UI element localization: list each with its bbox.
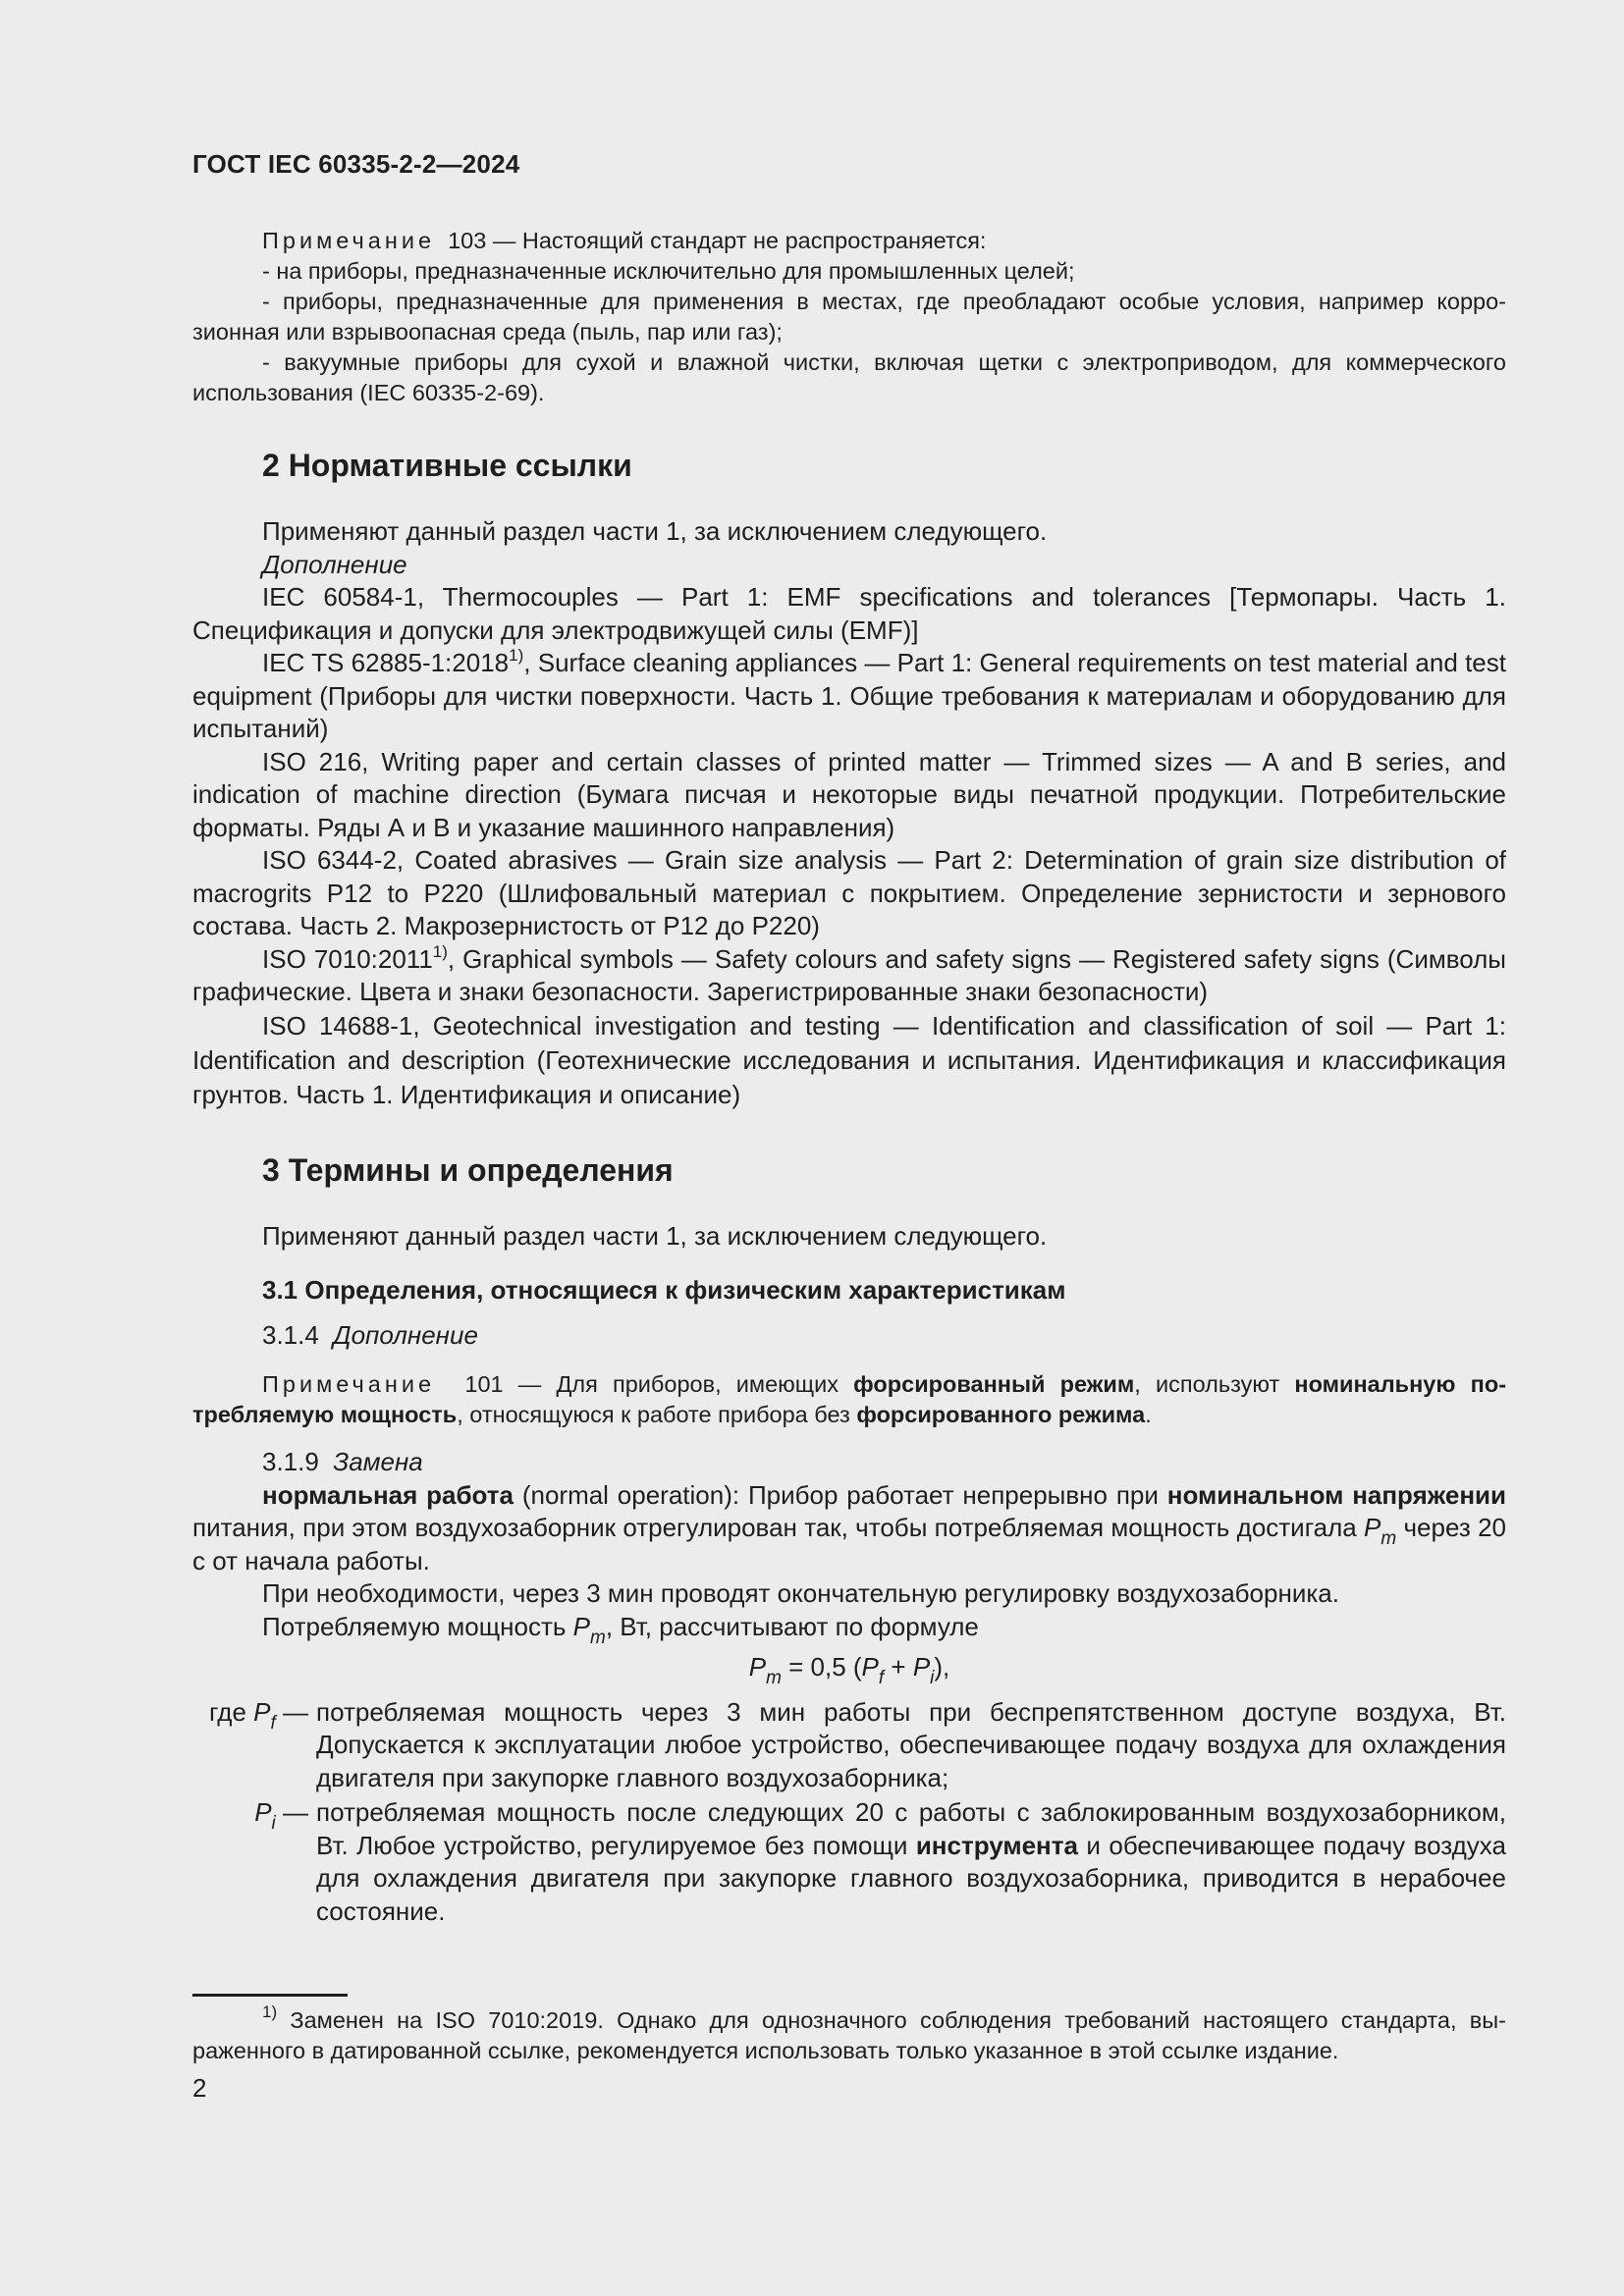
section-2	[192, 448, 1506, 1112]
reference-item: IEC TS 62885-1:2018$^{1)}$, Surface cleaning appliances — Part 1: General requirements on test material and test equipment (Приборы для чистки поверхности. Часть 1. Общие требования к материалам и оборудованию для испытаний)	[192, 646, 1506, 743]
note-101: Примечание 101 — Для приборов, имеющих форсированный режим, используют номинальную потребляемую мощность, относящуюся к работе прибора без форсированного режима.	[192, 1371, 1507, 1427]
paragraph-adjustment: При необходимости, через 3 мин проводят окончательную регулировку воздухозаборника.	[262, 1578, 1339, 1608]
note-item: - вакуумные приборы для сухой и влажной чистки, включая щетки с электроприводом, для коммерческого использования (IEC 60335-2-69).	[192, 349, 1506, 405]
subsection-3-1-title: 3.1 Определения, относящиеся к физическим характеристикам	[262, 1274, 1066, 1305]
formula: $P_m = 0,5$ $(P_f + P_i)$,	[748, 1652, 950, 1688]
reference-item: ISO 14688-1, Geotechnical investigation and testing — Identification and classification of soil — Part 1: Identification and description (Геотехнические исследования и испытания. Идентификация и классификация грунтов. Часть 1. Идентификация и описание)	[192, 1010, 1506, 1109]
footnote-separator	[192, 1994, 348, 1997]
addition-label: Дополнение	[262, 549, 407, 579]
where-pf: где $P_f$ — потребляемая мощность через 3 мин работы при беспрепятственном доступе воздуха, Вт. Допускается к эксплуатации любое устройство, обеспечивающее подачу воздуха для охлаждения двигателя при закупорке главного воздухозаборника;	[208, 1696, 1506, 1792]
section-2-title: 2 Нормативные ссылки	[262, 448, 632, 483]
clause-3-1-4: 3.1.4 Дополнение	[262, 1319, 478, 1350]
reference-item: ISO 216, Writing paper and certain classes of printed matter — Trimmed sizes — A and B series, and indication of machine direction (Бумага писчая и некоторые виды печатной продукции. Потребительские форматы. Ряды А и В и указание машинного направления)	[192, 746, 1506, 842]
where-pi: $P_i$ — потребляемая мощность после следующих 20 с работы с заблокированным воздухозаборником, Вт. Любое устройство, регулируемое без помощи инструмента и обеспечивающее подачу воздуха для охлаждения двигателя при закупорке главного воздухозаборника, приводится в нерабочее состояние.	[254, 1797, 1506, 1926]
clause-3-1-9: 3.1.9 Замена	[262, 1447, 423, 1476]
page-number: 2	[192, 2073, 207, 2103]
reference-item: ISO 6344-2, Coated abrasives — Grain size analysis — Part 2: Determination of grain size distribution of macrogrits P12 to P220 (Шлифовальный материал с покрытием. Определение зернистости и зернового состава. Часть 2. Макрозернистость от P12 до P220)	[192, 845, 1506, 940]
where-block	[192, 1696, 1506, 1929]
note-103	[192, 226, 1506, 408]
standard-designation: ГОСТ IEC 60335-2-2—2024	[192, 149, 520, 179]
paragraph-calculation: Потребляемую мощность $P_m$, Вт, рассчитывают по формуле	[262, 1611, 979, 1648]
reference-item: IEC 60584-1, Thermocouples — Part 1: EMF specifications and tolerances [Термопары. Часть 1. Спецификация и допуски для электродвижущей силы (EMF)]	[192, 582, 1506, 645]
note-label: Примечание	[262, 228, 436, 253]
section-3-title: 3 Термины и определения	[262, 1152, 674, 1188]
footnote-mark: 1)	[262, 2002, 278, 2021]
section-3-intro: Применяют данный раздел части 1, за исключением следующего.	[262, 1221, 1048, 1251]
note-item: - на приборы, предназначенные исключительно для промышленных целей;	[262, 258, 1075, 284]
section-2-intro: Применяют данный раздел части 1, за исключением следующего.	[262, 516, 1048, 546]
note-intro: 103 — Настоящий стандарт не распространяется:	[448, 228, 987, 253]
section-3	[192, 1152, 1506, 1928]
note-item: - приборы, предназначенные для применения в местах, где преобладают особые условия, например коррозионная или взрывоопасная среда (пыль, пар или газ);	[192, 289, 1506, 345]
definition-normal-operation: нормальная работа (normal operation): Прибор работает непрерывно при номинальном напряжении питания, при этом воздухозаборник отрегулирован так, чтобы потребляемая мощность достигала $P_m$ через 20 с от начала работы.	[192, 1479, 1506, 1575]
footnote: $^{1)}$ Заменен на ISO 7010:2019. Однако для однозначного соблюдения требований настоящего стандарта, выраженного в датированной ссылке, рекомендуется использовать только указанное в этой ссылке издание.	[192, 2002, 1506, 2063]
reference-item: ISO 7010:2011$^{1)}$, Graphical symbols — Safety colours and safety signs — Registered safety signs (Символы графические. Цвета и знаки безопасности. Зарегистрированные знаки безопасности)	[192, 941, 1506, 1006]
